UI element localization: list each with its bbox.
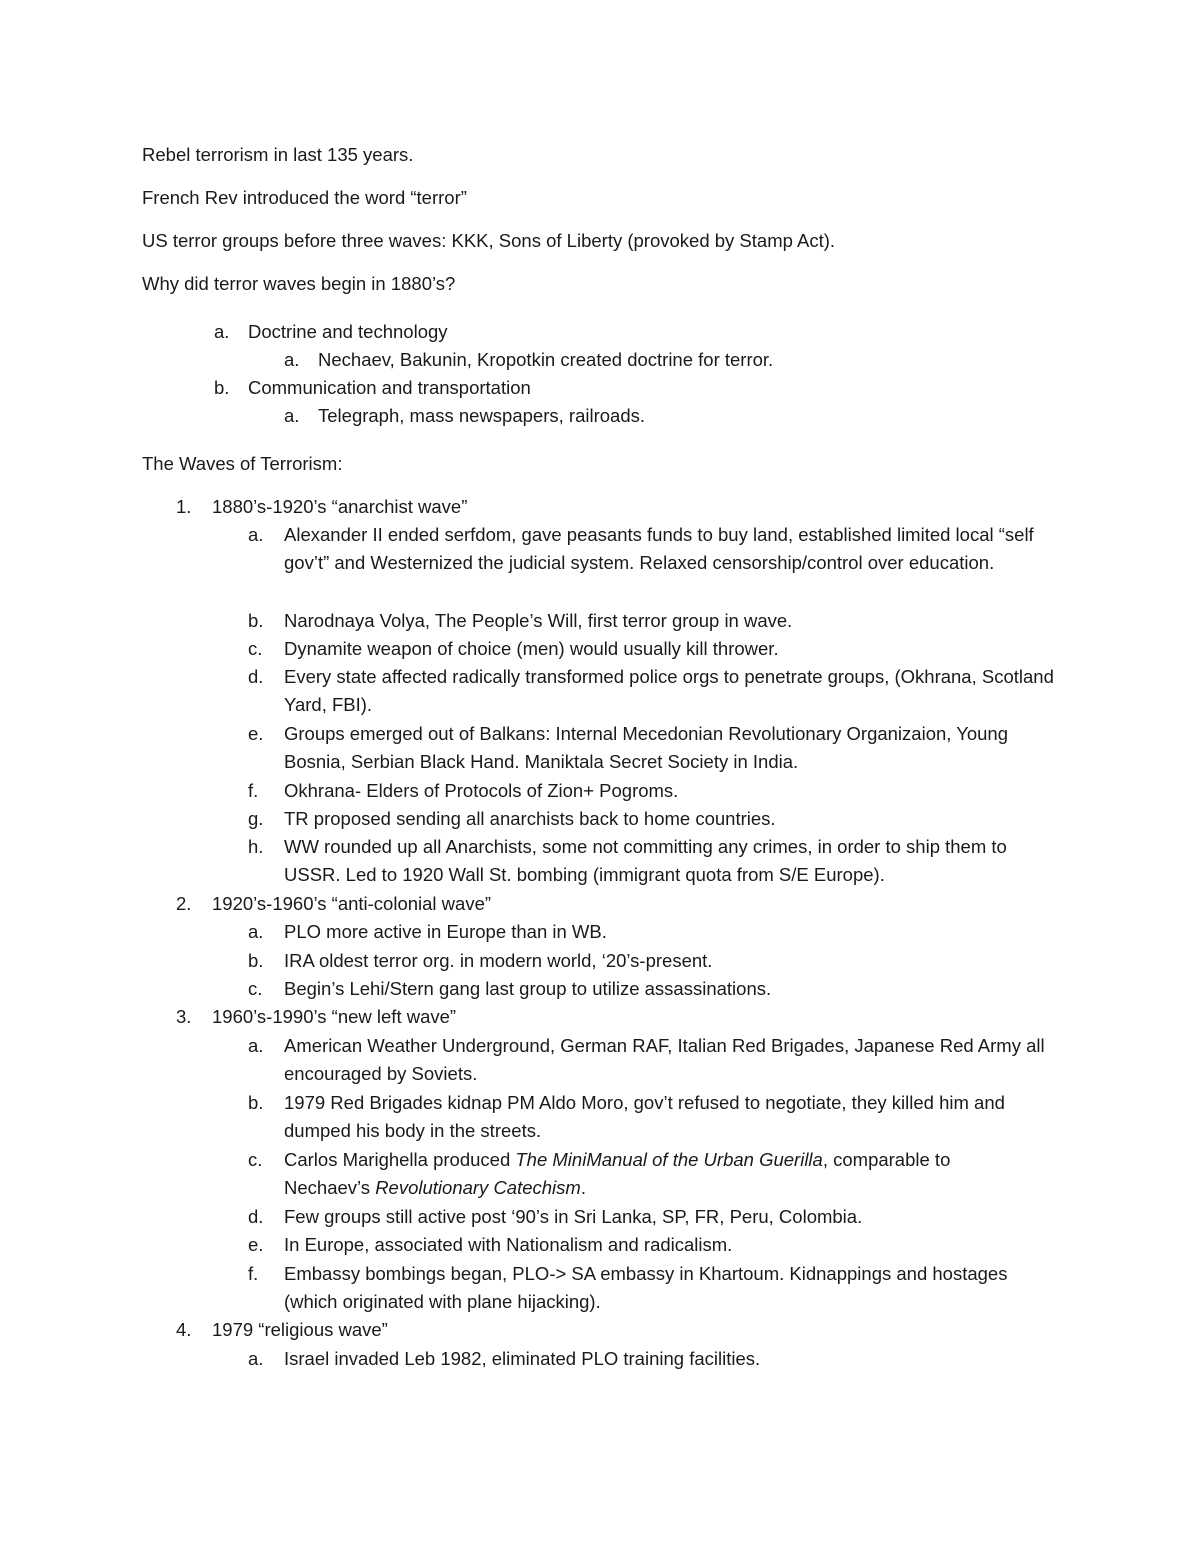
book-title-catechism: Revolutionary Catechism bbox=[375, 1177, 581, 1199]
list-marker: a. bbox=[248, 1348, 264, 1369]
citation-text-middle: , comparable to Nechaev’s bbox=[284, 1149, 951, 1199]
list-item-text: Few groups still active post ‘90’s in Sri Lanka, SP, FR, Peru, Colombia. bbox=[284, 1206, 863, 1227]
list-marker: d. bbox=[248, 1206, 264, 1227]
list-marker: e. bbox=[248, 723, 264, 744]
intro-line-3: US terror groups before three waves: KKK, Sons of Liberty (provoked by Stamp Act). bbox=[142, 230, 836, 251]
list-marker: b. bbox=[214, 377, 230, 398]
list-item-text: Okhrana- Elders of Protocols of Zion+ Pogroms. bbox=[284, 780, 679, 801]
list-item-text: Telegraph, mass newspapers, railroads. bbox=[318, 405, 645, 426]
wave-marker: 1. bbox=[176, 496, 192, 517]
list-item-text: Narodnaya Volya, The People’s Will, first terror group in wave. bbox=[284, 610, 793, 631]
list-item-text: IRA oldest terror org. in modern world, ‘20’s-present. bbox=[284, 950, 713, 971]
wave-marker: 2. bbox=[176, 893, 192, 914]
wave-title: 1979 “religious wave” bbox=[212, 1319, 388, 1340]
list-item-text: Doctrine and technology bbox=[248, 321, 448, 342]
intro-line-2: French Rev introduced the word “terror” bbox=[142, 187, 467, 208]
list-marker: h. bbox=[248, 836, 264, 857]
wave-title: 1960’s-1990’s “new left wave” bbox=[212, 1006, 457, 1027]
list-marker: d. bbox=[248, 666, 264, 687]
wave-marker: 3. bbox=[176, 1006, 192, 1027]
list-item-text: In Europe, associated with Nationalism and radicalism. bbox=[284, 1234, 733, 1255]
list-marker: b. bbox=[248, 1092, 264, 1113]
list-marker: a. bbox=[214, 321, 230, 342]
intro-line-1: Rebel terrorism in last 135 years. bbox=[142, 144, 414, 165]
list-item-text: PLO more active in Europe than in WB. bbox=[284, 921, 607, 942]
wave-title: 1880’s-1920’s “anarchist wave” bbox=[212, 496, 468, 517]
list-item-text: WW rounded up all Anarchists, some not committing any crimes, in order to ship them to USSR. Led to 1920 Wall St. bombing (immigrant quota from S/E Europe). bbox=[284, 836, 1007, 886]
list-marker: a. bbox=[248, 1035, 264, 1056]
intro-question: Why did terror waves begin in 1880’s? bbox=[142, 273, 456, 294]
wave-title: 1920’s-1960’s “anti-colonial wave” bbox=[212, 893, 492, 914]
list-marker: c. bbox=[248, 978, 263, 999]
list-marker: c. bbox=[248, 1149, 263, 1170]
list-item-text: Nechaev, Bakunin, Kropotkin created doctrine for terror. bbox=[318, 349, 774, 370]
list-marker: e. bbox=[248, 1234, 264, 1255]
list-marker: b. bbox=[248, 950, 264, 971]
list-marker: b. bbox=[248, 610, 264, 631]
citation-text-before: Carlos Marighella produced bbox=[284, 1149, 516, 1170]
list-item-text: Embassy bombings began, PLO-> SA embassy in Khartoum. Kidnappings and hostages (which originated with plane hijacking). bbox=[284, 1263, 1008, 1313]
list-item-text: Dynamite weapon of choice (men) would usually kill thrower. bbox=[284, 638, 779, 659]
list-marker: f. bbox=[248, 1263, 259, 1284]
list-item-text: Alexander II ended serfdom, gave peasants funds to buy land, established limited local “self gov’t” and Westernized the judicial system. Relaxed censorship/control over education. bbox=[284, 524, 1034, 574]
list-marker: g. bbox=[248, 808, 264, 829]
book-title-minimanual: The MiniManual of the Urban Guerilla bbox=[515, 1149, 823, 1170]
list-marker: c. bbox=[248, 638, 263, 659]
list-item-text: Begin’s Lehi/Stern gang last group to utilize assassinations. bbox=[284, 978, 772, 999]
list-item-text: Every state affected radically transformed police orgs to penetrate groups, (Okhrana, Scotland Yard, FBI). bbox=[284, 666, 1054, 716]
list-item-text bbox=[284, 1146, 1024, 1203]
list-marker: f. bbox=[248, 780, 259, 801]
waves-heading: The Waves of Terrorism: bbox=[142, 453, 343, 474]
citation-text-after: . bbox=[580, 1177, 586, 1199]
list-marker: a. bbox=[284, 349, 300, 370]
list-marker: a. bbox=[248, 524, 264, 545]
list-item-text: Israel invaded Leb 1982, eliminated PLO training facilities. bbox=[284, 1348, 761, 1369]
list-item-text: Communication and transportation bbox=[248, 377, 531, 398]
wave-marker: 4. bbox=[176, 1319, 192, 1340]
list-item-text: 1979 Red Brigades kidnap PM Aldo Moro, gov’t refused to negotiate, they killed him and dumped his body in the streets. bbox=[284, 1092, 1005, 1142]
list-item-text: American Weather Underground, German RAF, Italian Red Brigades, Japanese Red Army all encouraged by Soviets. bbox=[284, 1035, 1045, 1085]
list-item-text: Groups emerged out of Balkans: Internal Mecedonian Revolutionary Organizaion, Young Bosnia, Serbian Black Hand. Maniktala Secret Society in India. bbox=[284, 723, 1009, 773]
list-item-text: TR proposed sending all anarchists back to home countries. bbox=[284, 808, 776, 829]
list-marker: a. bbox=[284, 405, 300, 426]
list-marker: a. bbox=[248, 921, 264, 942]
